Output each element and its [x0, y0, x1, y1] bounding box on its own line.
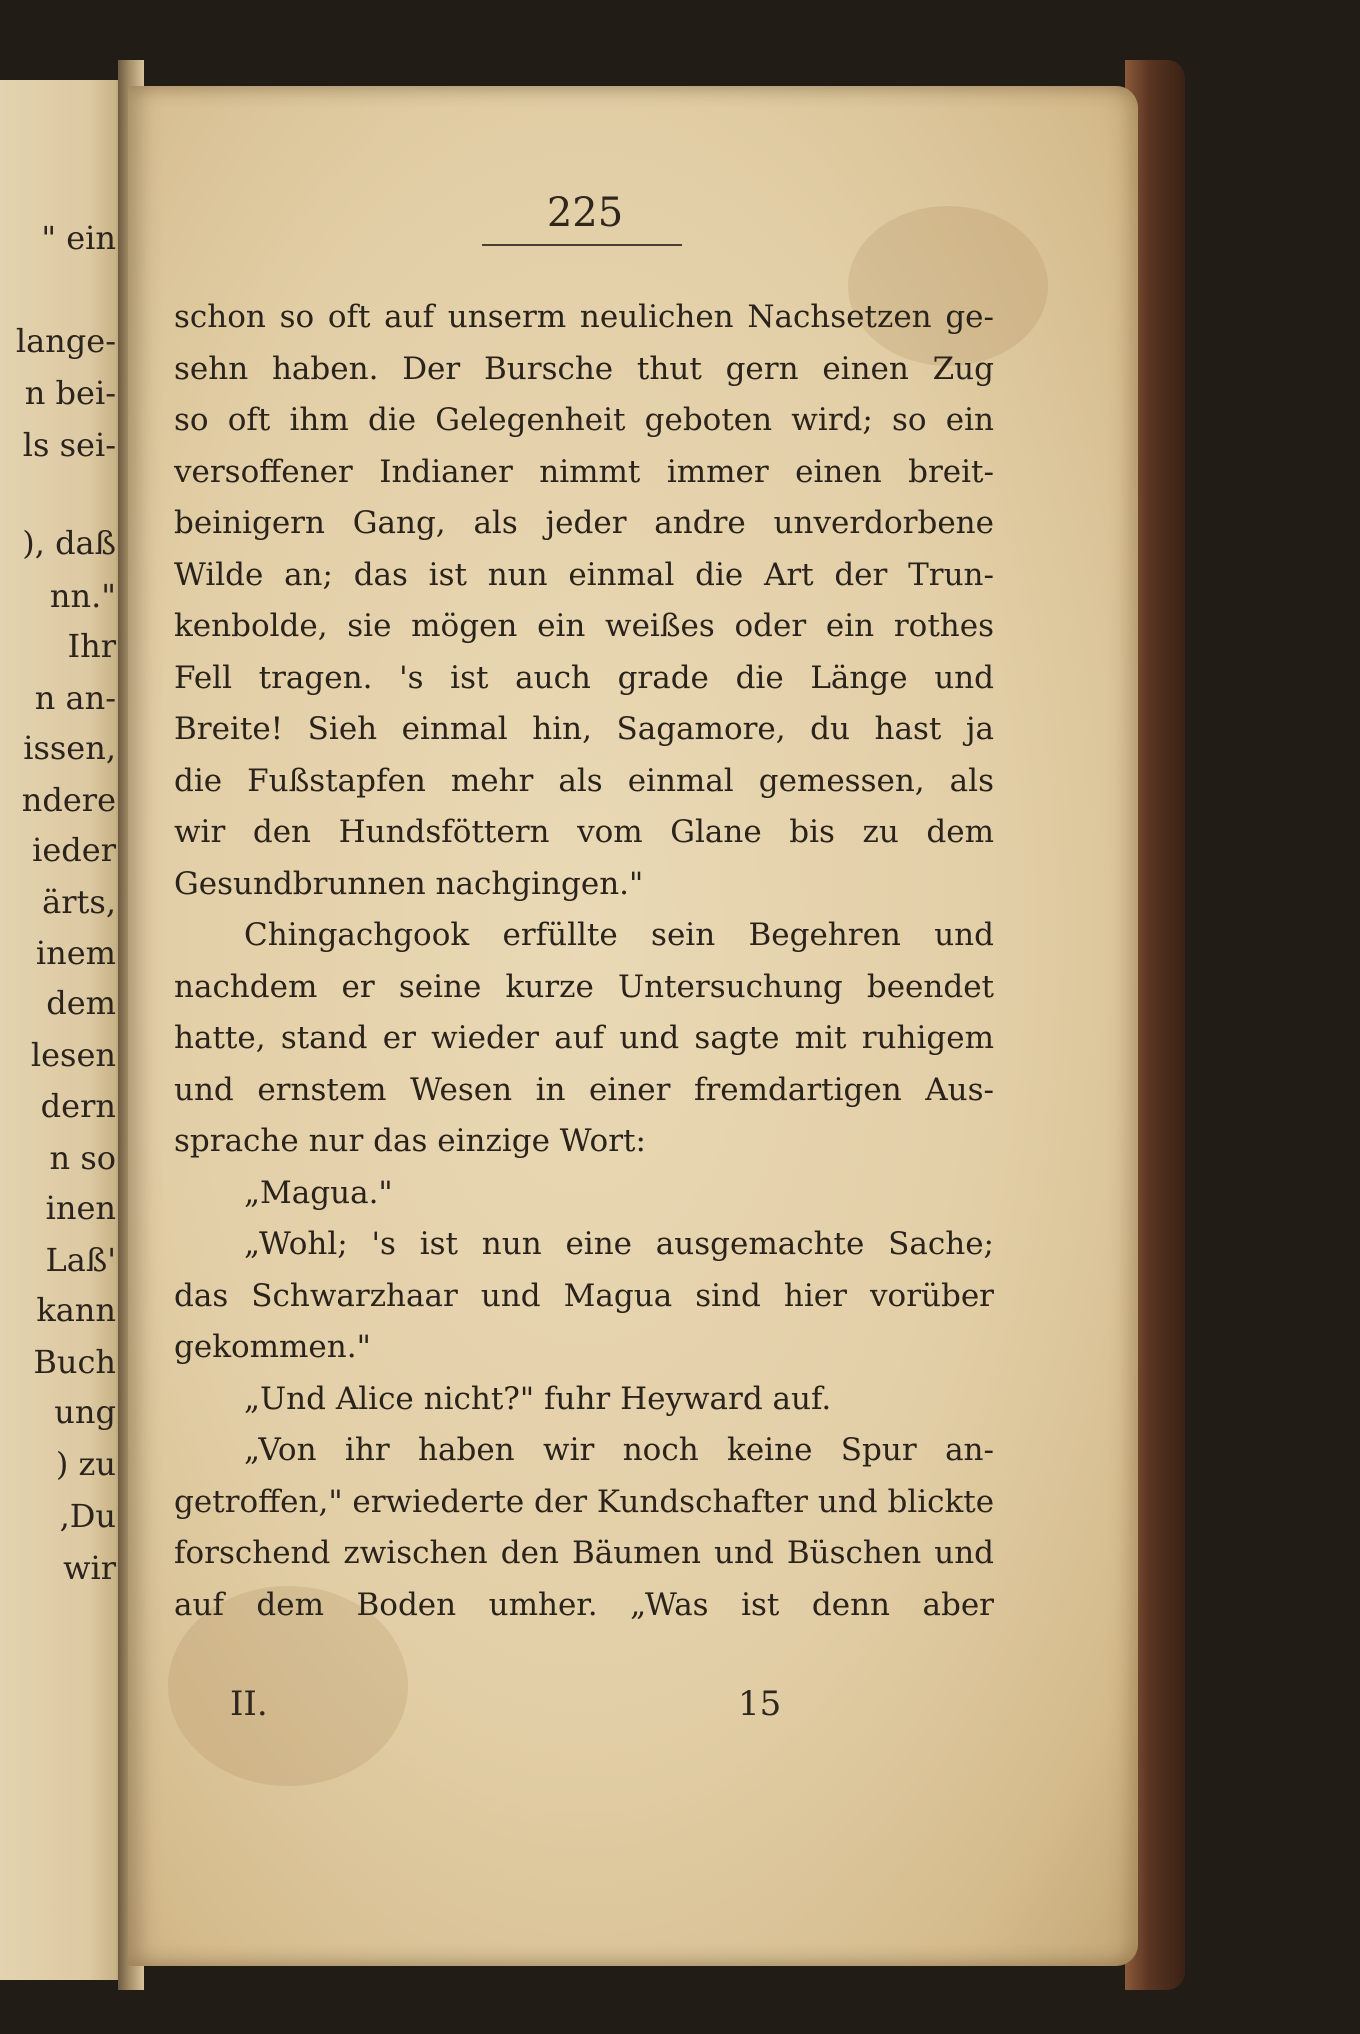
text-line: „Wohl; 's ist nun eine ausgemachte Sache; [244, 1226, 994, 1262]
text-line: so oft ihm die Gelegenheit geboten wird; so ein [174, 402, 994, 438]
text-line: Fell tragen. 's ist auch grade die Länge und [174, 659, 994, 696]
text-line: nachdem er seine kurze Untersuchung beendet [174, 968, 994, 1005]
text-line: Wilde an; das ist nun einmal die Art der Trun- [174, 556, 994, 593]
left-page-line-fragment: issen, [23, 729, 116, 767]
text-line: und ernstem Wesen in einer fremdartigen Aus- [174, 1071, 994, 1108]
left-page-line-fragment: wir [63, 1549, 116, 1587]
left-page-line-fragment: n an- [34, 679, 116, 717]
left-page-line-fragment: dem [46, 984, 116, 1022]
left-page-line-fragment: n bei- [24, 374, 116, 412]
text-line: „Und Alice nicht?" fuhr Heyward auf. [244, 1380, 832, 1417]
left-page-line-fragment: n so [49, 1139, 116, 1177]
text-line: sprache nur das einzige Wort: [174, 1123, 646, 1159]
left-page-line-fragment: Ihr [67, 627, 116, 665]
left-page-line-fragment: nn." [49, 577, 116, 615]
text-line: schon so oft auf unserm neulichen Nachsetzen ge- [174, 299, 994, 335]
text-line: Chingachgook erfüllte sein Begehren und [244, 917, 994, 953]
left-page-line-fragment: lange- [15, 322, 116, 360]
left-page-line-fragment: inem [35, 934, 116, 972]
left-page-line-fragment: ärts, [42, 883, 116, 921]
text-line: gekommen." [174, 1329, 371, 1365]
left-page-line-fragment: ,Du [59, 1497, 116, 1535]
text-line: getroffen," erwiederte der Kundschafter und blickte [174, 1483, 995, 1520]
left-page-line-fragment: " ein [41, 219, 116, 257]
left-page-line-fragment: ung [54, 1393, 116, 1431]
left-page-line-fragment: kann [36, 1291, 116, 1329]
text-line: Breite! Sieh einmal hin, Sagamore, du hast ja [174, 711, 994, 747]
left-page-line-fragment: ), daß [22, 524, 116, 562]
text-line: wir den Hundsföttern vom Glane bis zu dem [174, 814, 994, 850]
text-line: hatte, stand er wieder auf und sagte mit ruhigem [174, 1020, 994, 1056]
left-page [0, 80, 128, 1980]
left-page-line-fragment: inen [45, 1189, 116, 1227]
text-line: versoffener Indianer nimmt immer einen breit- [174, 453, 994, 490]
left-page-line-fragment: lesen [30, 1036, 116, 1074]
text-line: kenbolde, sie mögen ein weißes oder ein rothes [174, 608, 994, 644]
text-line: „Von ihr haben wir noch keine Spur an- [244, 1432, 994, 1468]
text-line: die Fußstapfen mehr als einmal gemessen, als [174, 762, 994, 799]
left-page-line-fragment: ieder [32, 831, 116, 869]
text-line: beinigern Gang, als jeder andre unverdorbene [174, 505, 994, 541]
signature-sheet: 15 [738, 1684, 782, 1724]
text-line: das Schwarzhaar und Magua sind hier vorüber [174, 1277, 994, 1314]
text-line: forschend zwischen den Bäumen und Büschen und [174, 1535, 994, 1571]
signature-volume: II. [230, 1684, 268, 1724]
text-line: Gesundbrunnen nachgingen." [174, 865, 644, 902]
left-page-line-fragment: Buch [33, 1343, 116, 1381]
left-page-line-fragment: ls sei- [22, 426, 116, 464]
text-line: sehn haben. Der Bursche thut gern einen Zug [174, 350, 994, 387]
text-line: auf dem Boden umher. „Was ist denn aber [174, 1586, 994, 1623]
text-line: „Magua." [244, 1174, 393, 1211]
left-page-line-fragment: ndere [21, 781, 116, 819]
left-page-line-fragment: dern [40, 1087, 116, 1125]
header-rule [482, 244, 682, 246]
left-page-line-fragment: Laß' [45, 1241, 116, 1279]
left-page-line-fragment: ) zu [55, 1445, 116, 1483]
body-text [174, 292, 994, 1631]
page-number: 225 [546, 190, 624, 236]
